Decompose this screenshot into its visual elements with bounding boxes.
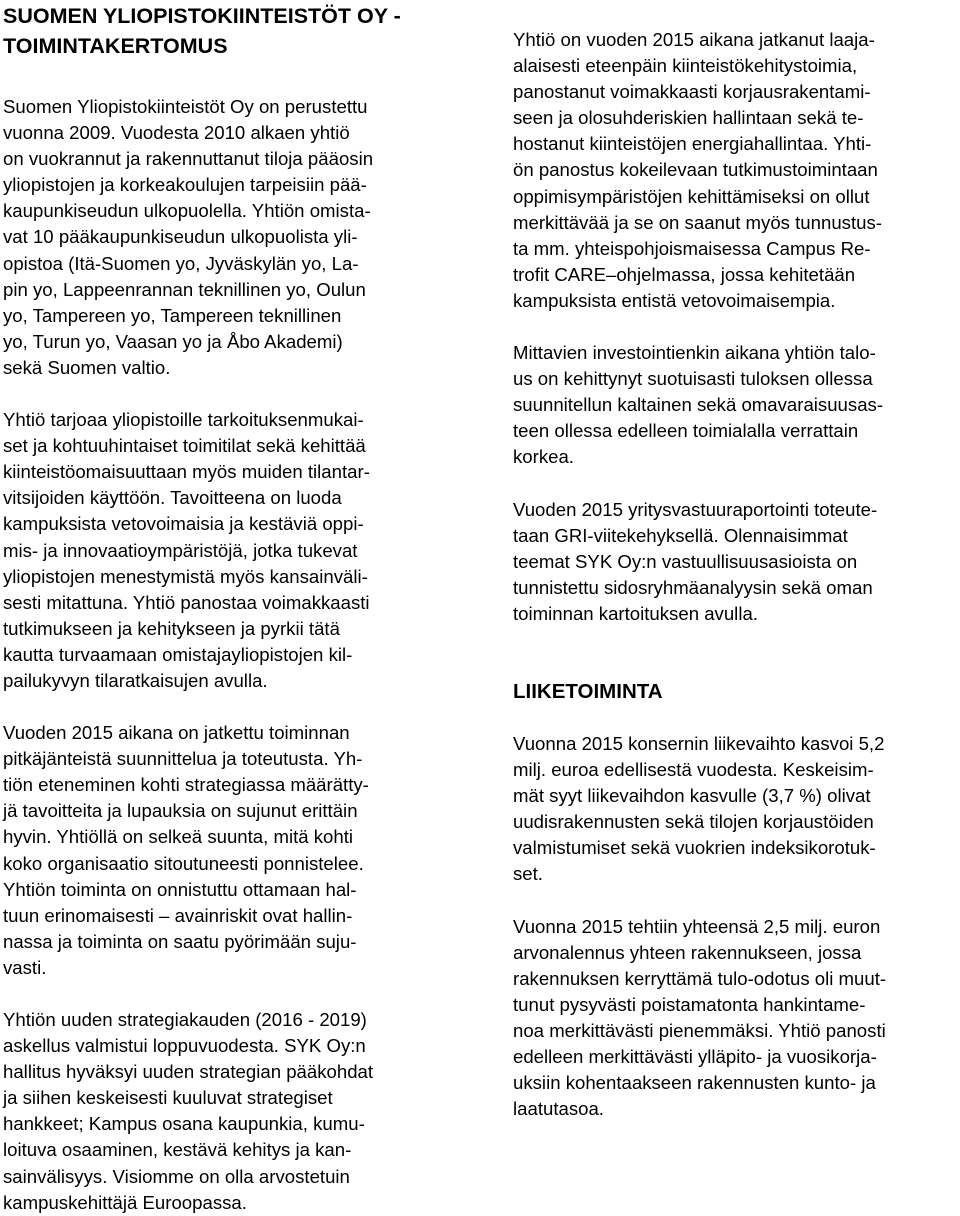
text-line: korkea. xyxy=(513,446,574,468)
text-line: hyvin. Yhtiöllä on selkeä suunta, mitä kohti xyxy=(3,826,354,848)
text-line: tunut pysyvästi poistamatonta hankintame- xyxy=(513,993,866,1015)
text-line: vuonna 2009. Vuodesta 2010 alkaen yhtiö xyxy=(3,122,350,144)
text-line: opistoa (Itä-Suomen yo, Jyväskylän yo, La- xyxy=(3,252,359,274)
text-line: mis- ja innovaatioympäristöjä, jotka tukevat xyxy=(3,539,358,561)
title-line: SUOMEN YLIOPISTOKIINTEISTÖT OY - xyxy=(3,4,401,28)
text-line: edelleen merkittävästi ylläpito- ja vuosikorja- xyxy=(513,1046,877,1067)
text-line: tutkimukseen ja kehitykseen ja pyrkii tätä xyxy=(3,617,340,639)
text-line: ta mm. yhteispohjoismaisessa Campus Re- xyxy=(513,237,871,259)
text-line: rakennuksen kerryttämä tulo-odotus oli muut- xyxy=(513,967,887,989)
text-line: koko organisaatio sitoutuneesti ponnistelee. xyxy=(3,852,364,874)
paragraph-year-2015 xyxy=(3,720,461,981)
text-line: kampuksista entistä vetovoimaisempia. xyxy=(513,289,836,311)
text-line: Vuoden 2015 aikana on jatkettu toiminnan xyxy=(3,722,350,744)
text-line: yliopistojen ja korkeakoulujen tarpeisiin pää- xyxy=(3,174,367,196)
text-line: teemat SYK Oy:n vastuullisuusasioista on xyxy=(513,550,858,572)
text-line: sekä Suomen valtio. xyxy=(3,356,171,378)
text-line: laatutasoa. xyxy=(513,1098,604,1120)
text-line: merkittävää ja se on saanut myös tunnustus- xyxy=(513,211,882,233)
text-line: yo, Turun yo, Vaasan yo ja Åbo Akademi) xyxy=(3,330,343,352)
text-line: hankkeet; Kampus osana kaupunkia, kumu- xyxy=(3,1113,365,1135)
text-line: set. xyxy=(513,863,543,885)
text-line: ön panostus kokeilevaan tutkimustoimintaan xyxy=(513,159,878,181)
text-line: arvonalennus yhteen rakennukseen, jossa xyxy=(513,941,862,963)
paragraph-writedown xyxy=(513,914,959,1123)
paragraph-gri xyxy=(513,497,959,627)
document-title xyxy=(3,0,461,61)
text-line: kaupunkiseudun ulkopuolella. Yhtiön omista- xyxy=(3,200,371,222)
text-line: alaisesti eteenpäin kiinteistökehitystoimia, xyxy=(513,55,858,77)
text-line: mät syyt liikevaihdon kasvulle (3,7 %) olivat xyxy=(513,785,871,807)
left-column xyxy=(3,0,461,1216)
text-line: loituva osaaminen, kestävä kehitys ja kan- xyxy=(3,1139,352,1161)
text-line: nassa ja toiminta on saatu pyörimään suju- xyxy=(3,930,357,952)
text-line: milj. euroa edellisestä vuodesta. Keskeisim- xyxy=(513,759,874,781)
text-line: kautta turvaamaan omistajayliopistojen kil- xyxy=(3,643,353,665)
text-line: oppimisympäristöjen kehittämiseksi on ollut xyxy=(513,185,870,207)
text-line: ja siihen keskeisesti kuuluvat strategiset xyxy=(3,1087,333,1109)
paragraph-development xyxy=(513,27,959,314)
text-line: pin yo, Lappeenrannan teknillinen yo, Oulun xyxy=(3,278,366,300)
text-line: suunnitellun kaltainen sekä omavaraisuusas- xyxy=(513,394,884,416)
title-line: TOIMINTAKERTOMUS xyxy=(3,34,228,58)
text-line: tuun erinomaisesti – avainriskit ovat hallin- xyxy=(3,904,353,926)
text-line: taan GRI-viitekehyksellä. Olennaisimmat xyxy=(513,524,848,546)
right-column xyxy=(513,0,959,1122)
paragraph-intro xyxy=(3,94,461,381)
text-line: vasti. xyxy=(3,956,47,978)
text-line: noa merkittävästi pienemmäksi. Yhtiö panosti xyxy=(513,1019,886,1041)
text-line: Vuonna 2015 tehtiin yhteensä 2,5 milj. euron xyxy=(513,915,881,937)
text-line: teen ollessa edelleen toimialalla verrattain xyxy=(513,420,859,442)
text-line: Yhtiön uuden strategiakauden (2016 - 2019) xyxy=(3,1009,367,1030)
text-line: jä tavoitteita ja lupauksia on sujunut erittäin xyxy=(3,800,358,822)
text-line: sainvälisyys. Visiomme on olla arvostetuin xyxy=(3,1165,350,1187)
text-line: us on kehittynyt suotuisasti tuloksen ollessa xyxy=(513,368,873,390)
text-line: vitsijoiden käyttöön. Tavoitteena on luoda xyxy=(3,487,342,509)
text-line: uksiin kohentaakseen rakennusten kunto- ja xyxy=(513,1072,876,1094)
text-line: yliopistojen menestymistä myös kansainväli- xyxy=(3,565,368,587)
text-line: yo, Tampereen yo, Tampereen teknillinen xyxy=(3,304,342,326)
text-line: kampuskehittäjä Euroopassa. xyxy=(3,1191,247,1213)
paragraph-strategy xyxy=(3,1007,461,1216)
text-line: valmistumiset sekä vuokrien indeksikorotuk- xyxy=(513,837,876,859)
text-line: sesti mitattuna. Yhtiö panostaa voimakkaasti xyxy=(3,591,370,613)
text-line: vat 10 pääkaupunkiseudun ulkopuolista yli- xyxy=(3,226,358,248)
text-line: trofit CARE–ohjelmassa, jossa kehitetään xyxy=(513,263,856,285)
text-line: tunnistettu sidosryhmäanalyysin sekä oman xyxy=(513,576,873,598)
paragraph-revenue xyxy=(513,731,959,888)
text-line: pitkäjänteistä suunnittelua ja toteutusta. Yh- xyxy=(3,748,363,770)
text-line: Vuonna 2015 konsernin liikevaihto kasvoi 5,2 xyxy=(513,732,885,754)
text-line: kampuksista vetovoimaisia ja kestäviä oppi- xyxy=(3,513,364,535)
paragraph-mission xyxy=(3,407,461,694)
text-line: hallitus hyväksyi uuden strategian pääkohdat xyxy=(3,1061,374,1083)
text-line: tiön eteneminen kohti strategiassa määrätty- xyxy=(3,774,369,796)
text-line: askellus valmistui loppuvuodesta. SYK Oy:n xyxy=(3,1035,366,1057)
text-line: seen ja olosuhderiskien hallintaan sekä te- xyxy=(513,107,864,129)
text-line: Yhtiö tarjoaa yliopistoille tarkoituksenmukai- xyxy=(3,409,364,431)
text-line: uudisrakennusten sekä tilojen korjaustöiden xyxy=(513,811,874,833)
text-line: Mittavien investointienkin aikana yhtiön talo- xyxy=(513,342,876,364)
text-line: Vuoden 2015 yritysvastuuraportointi toteute- xyxy=(513,498,878,520)
text-line: toiminnan kartoituksen avulla. xyxy=(513,602,758,624)
text-line: on vuokrannut ja rakennuttanut tiloja pääosin xyxy=(3,148,374,170)
text-line: Suomen Yliopistokiinteistöt Oy on perustettu xyxy=(3,96,368,117)
text-line: pailukyvyn tilaratkaisujen avulla. xyxy=(3,669,268,691)
text-line: kiinteistöomaisuuttaan myös muiden tilantar- xyxy=(3,461,370,483)
section-heading-business: LIIKETOIMINTA xyxy=(513,679,663,703)
text-line: Yhtiön toiminta on onnistuttu ottamaan hal- xyxy=(3,878,357,900)
text-line: Yhtiö on vuoden 2015 aikana jatkanut laaja- xyxy=(513,29,875,50)
paragraph-investments xyxy=(513,340,959,470)
text-line: hostanut kiinteistöjen energiahallintaa. Yhti- xyxy=(513,133,872,155)
text-line: set ja kohtuuhintaiset toimitilat sekä kehittää xyxy=(3,435,366,457)
text-line: panostanut voimakkaasti korjausrakentami- xyxy=(513,81,871,103)
